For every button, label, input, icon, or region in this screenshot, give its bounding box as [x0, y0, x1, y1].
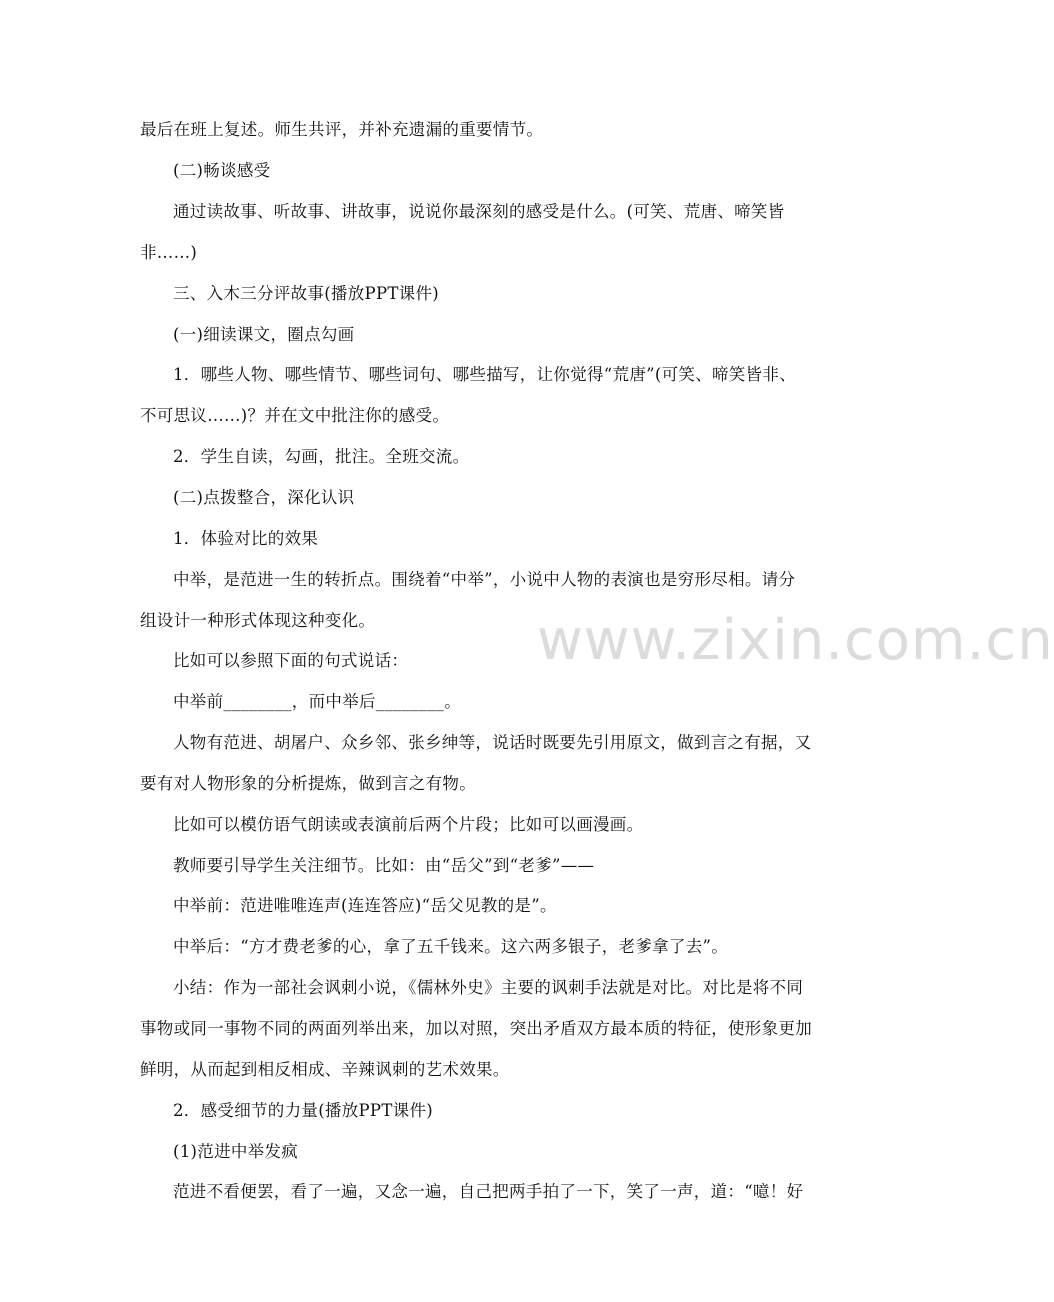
text-line: 比如可以模仿语气朗读或表演前后两个片段；比如可以画漫画。	[173, 815, 644, 834]
text-line: 要有对人物形象的分析提炼，做到言之有物。	[140, 774, 476, 793]
text-line: 中举，是范进一生的转折点。围绕着“中举”，小说中人物的表演也是穷形尽相。请分	[173, 570, 796, 589]
text-line: 范进不看便罢，看了一遍，又念一遍，自己把两手拍了一下，笑了一声，道：“噫！好	[173, 1182, 804, 1201]
section-heading: (二)畅谈感受	[173, 161, 271, 180]
text-line: 小结：作为一部社会讽刺小说，《儒林外史》主要的讽刺手法就是对比。对比是将不同	[173, 978, 804, 997]
text-line: 中举后：“方才费老爹的心，拿了五千钱来。这六两多银子，老爹拿了去”。	[173, 937, 729, 956]
text-line: 中举前：范进唯唯连声(连连答应)“岳父见教的是”。	[173, 896, 557, 915]
text-line: 1．哪些人物、哪些情节、哪些词句、哪些描写，让你觉得“荒唐”(可笑、啼笑皆非、	[173, 365, 797, 384]
watermark: www.zixin.com.cn	[537, 608, 1054, 673]
text-line: 事物或同一事物不同的两面列举出来，加以对照，突出矛盾双方最本质的特征，使形象更加	[140, 1019, 812, 1038]
text-line: 2．学生自读，勾画，批注。全班交流。	[173, 447, 470, 466]
section-heading: 2．感受细节的力量(播放PPT课件)	[173, 1101, 433, 1120]
section-heading: 三、入木三分评故事(播放PPT课件)	[173, 284, 439, 303]
section-heading: (1)范进中举发疯	[173, 1142, 299, 1161]
text-line: 最后在班上复述。师生共评，并补充遗漏的重要情节。	[140, 120, 544, 139]
text-line: 组设计一种形式体现这种变化。	[140, 611, 376, 630]
text-line: 中举前________，而中举后________。	[173, 692, 461, 711]
text-line: 非……)	[140, 243, 198, 262]
text-line: 鲜明，从而起到相反相成、辛辣讽刺的艺术效果。	[140, 1060, 510, 1079]
text-line: 教师要引导学生关注细节。比如：由“岳父”到“老爹”——	[173, 856, 595, 875]
section-heading: 1．体验对比的效果	[173, 529, 319, 548]
text-line: 比如可以参照下面的句式说话：	[173, 651, 409, 670]
text-line: 人物有范进、胡屠户、众乡邻、张乡绅等，说话时既要先引用原文，做到言之有据，又	[173, 733, 812, 752]
section-heading: (一)细读课文，圈点勾画	[173, 325, 355, 344]
section-heading: (二)点拨整合，深化认识	[173, 488, 355, 507]
text-line: 通过读故事、听故事、讲故事，说说你最深刻的感受是什么。(可笑、荒唐、啼笑皆	[173, 202, 785, 221]
text-line: 不可思议……)？并在文中批注你的感受。	[140, 406, 450, 425]
